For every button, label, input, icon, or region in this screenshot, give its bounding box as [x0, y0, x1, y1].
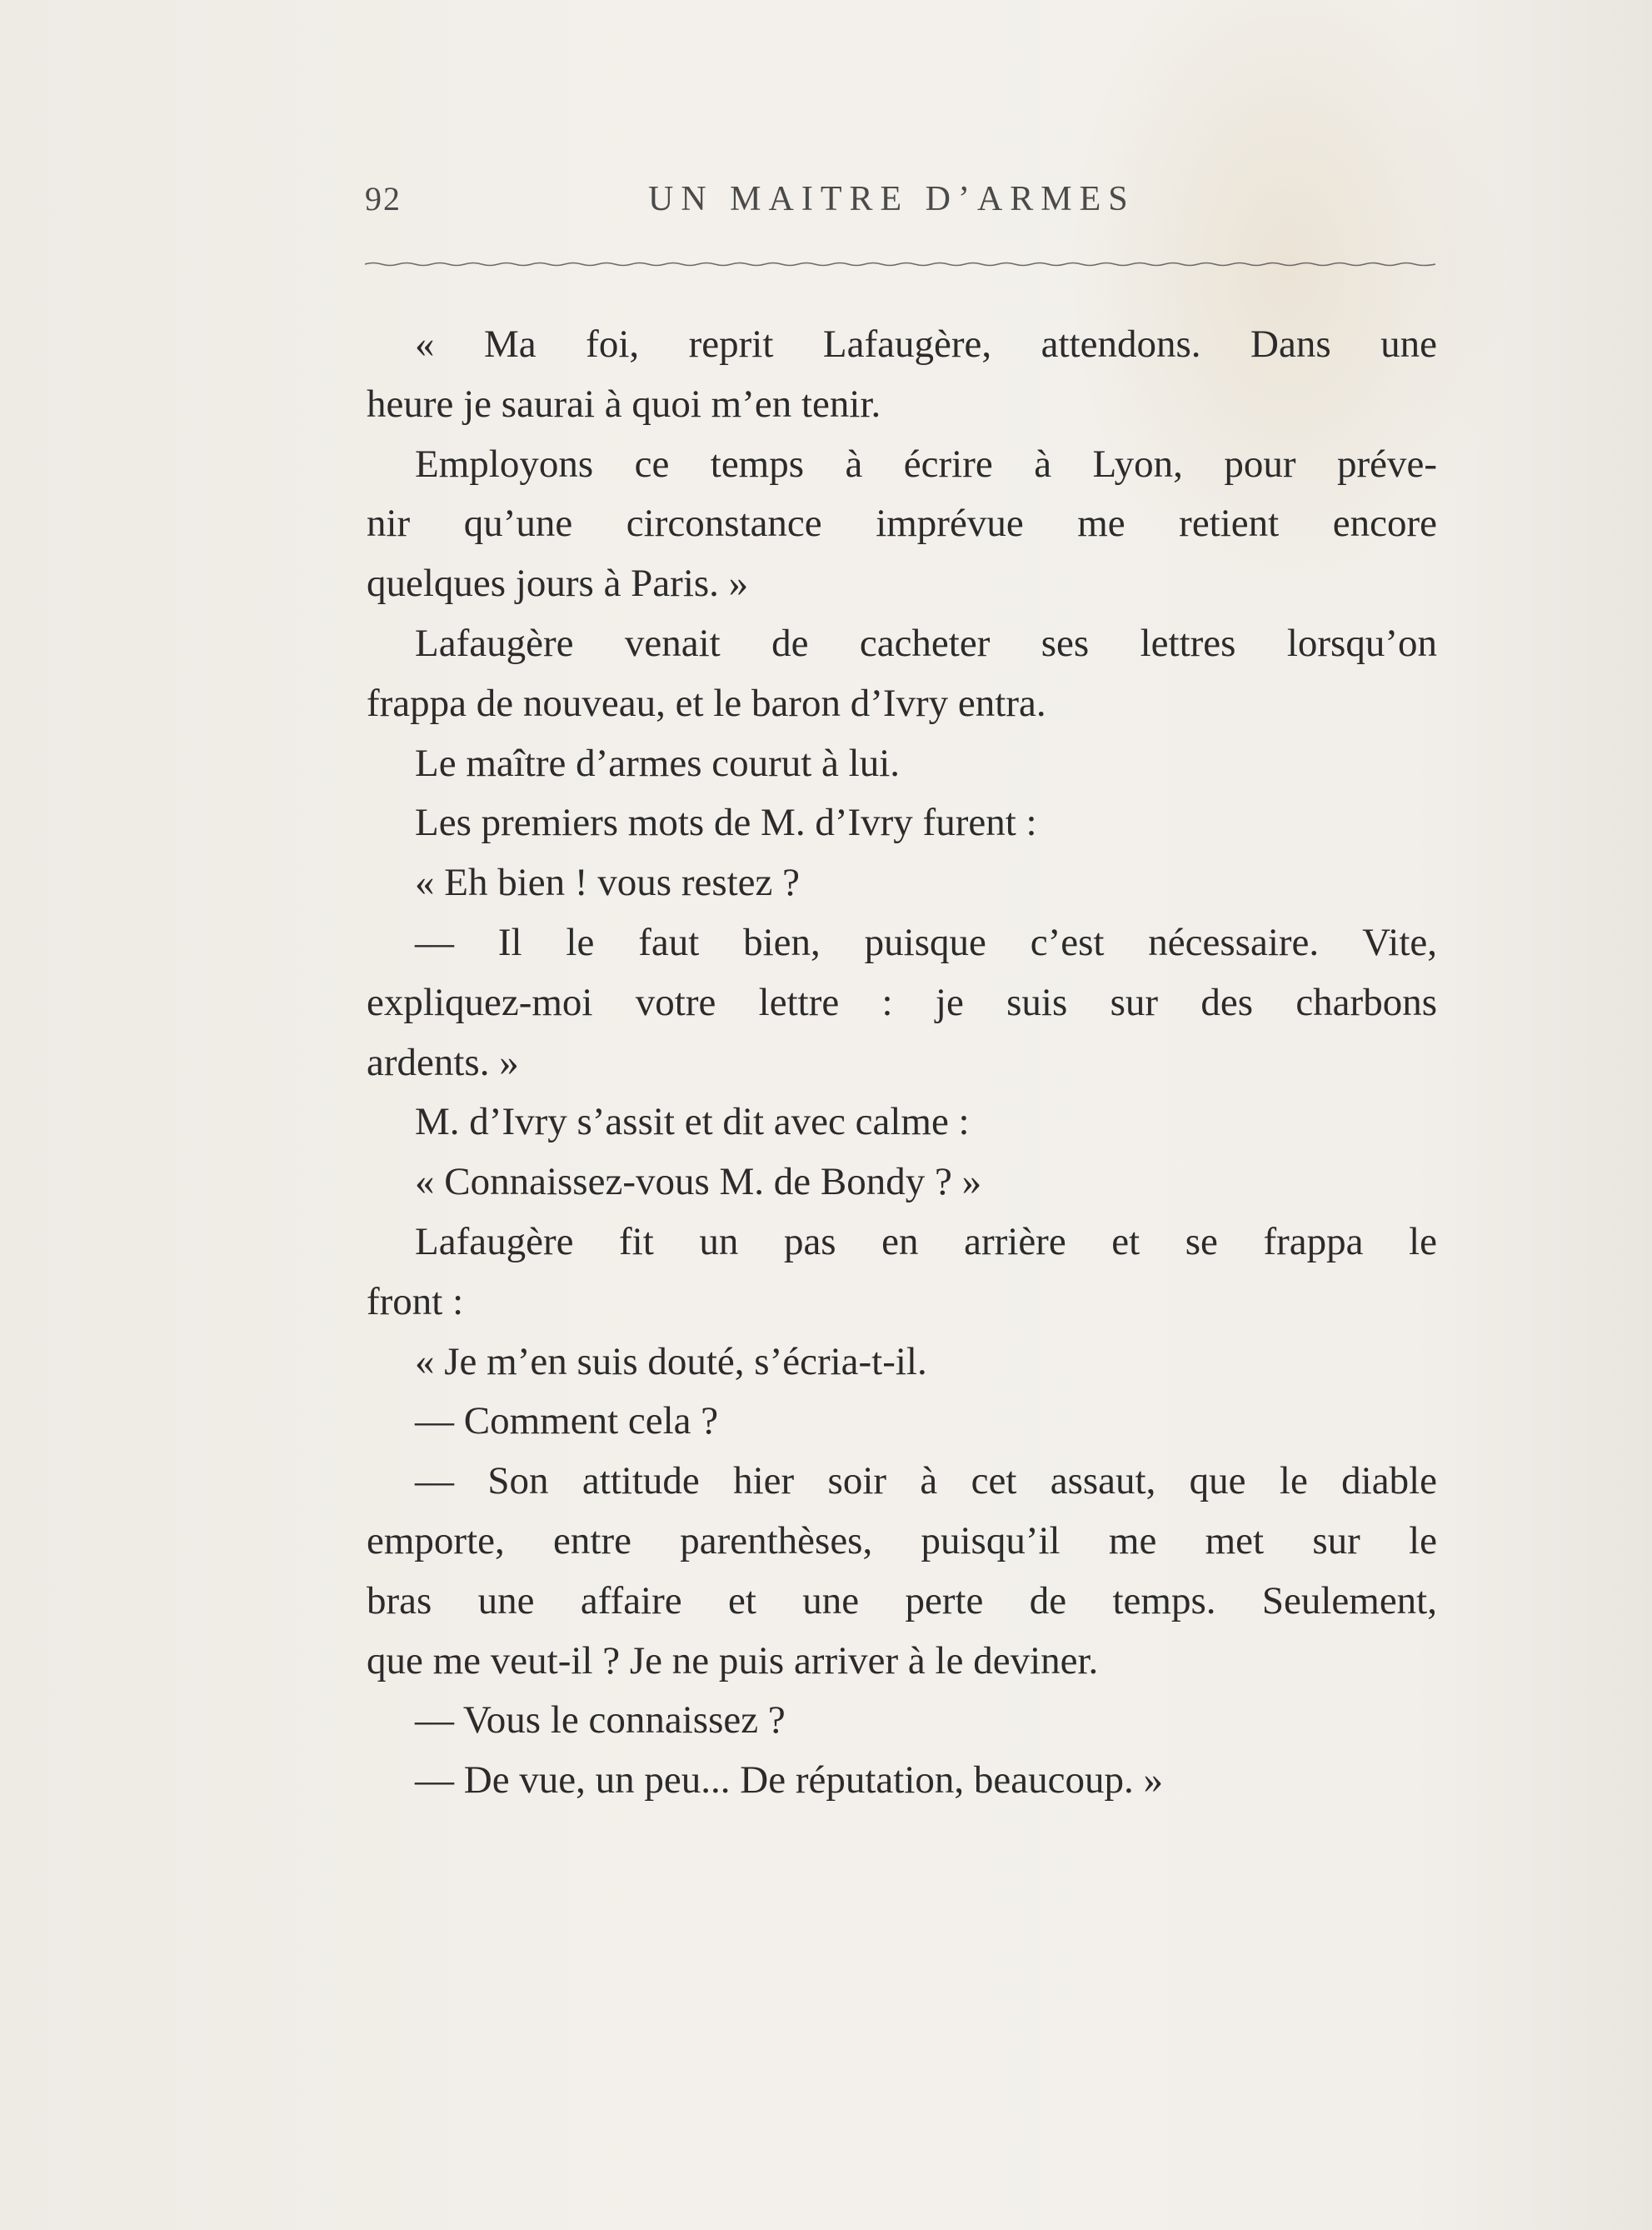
text-line: Lafaugère fit un pas en arrière et se frappa le [415, 1219, 1437, 1263]
text-line: — Son attitude hier soir à cet assaut, que le diable [415, 1459, 1437, 1503]
text-line: que me veut-il ? Je ne puis arriver à le deviner. [367, 1638, 1099, 1682]
text-line: — Il le faut bien, puisque c’est nécessaire. Vite, [415, 920, 1437, 964]
running-header [365, 171, 1435, 229]
text-line: — De vue, un peu... De réputation, beaucoup. » [415, 1758, 1163, 1802]
text-line: nir qu’une circonstance imprévue me retient encore [367, 502, 1437, 546]
text-line: Employons ce temps à écrire à Lyon, pour préve- [415, 442, 1437, 486]
page-number: 92 [365, 180, 402, 218]
text-line: — Comment cela ? [415, 1399, 719, 1443]
text-line: « Eh bien ! vous restez ? [415, 861, 801, 905]
text-line: Les premiers mots de M. d’Ivry furent : [415, 801, 1037, 845]
text-line: heure je saurai à quoi m’en tenir. [367, 382, 881, 426]
text-line: — Vous le connaissez ? [415, 1698, 786, 1742]
running-title: UN MAITRE D’ARMES [648, 180, 1135, 218]
text-line: « Je m’en suis douté, s’écria-t-il. [415, 1339, 927, 1383]
text-line: Lafaugère venait de cacheter ses lettres lorsqu’on [415, 621, 1437, 665]
text-line: front : [367, 1279, 464, 1323]
text-line: expliquez-moi votre lettre : je suis sur des charbons [367, 980, 1437, 1024]
text-line: ardents. » [367, 1040, 519, 1084]
text-line: M. d’Ivry s’assit et dit avec calme : [415, 1100, 970, 1144]
header-rule [365, 260, 1435, 268]
text-line: bras une affaire et une perte de temps. Seulement, [367, 1578, 1437, 1622]
text-line: quelques jours à Paris. » [367, 562, 749, 606]
text-line: frappa de nouveau, et le baron d’Ivry entra. [367, 681, 1046, 725]
text-line: « Connaissez-vous M. de Bondy ? » [415, 1160, 982, 1204]
text-line: Le maître d’armes courut à lui. [415, 741, 901, 785]
body-text [367, 315, 1437, 1811]
text-line: « Ma foi, reprit Lafaugère, attendons. Dans une [415, 322, 1437, 366]
text-line: emporte, entre parenthèses, puisqu’il me met sur le [367, 1518, 1437, 1562]
